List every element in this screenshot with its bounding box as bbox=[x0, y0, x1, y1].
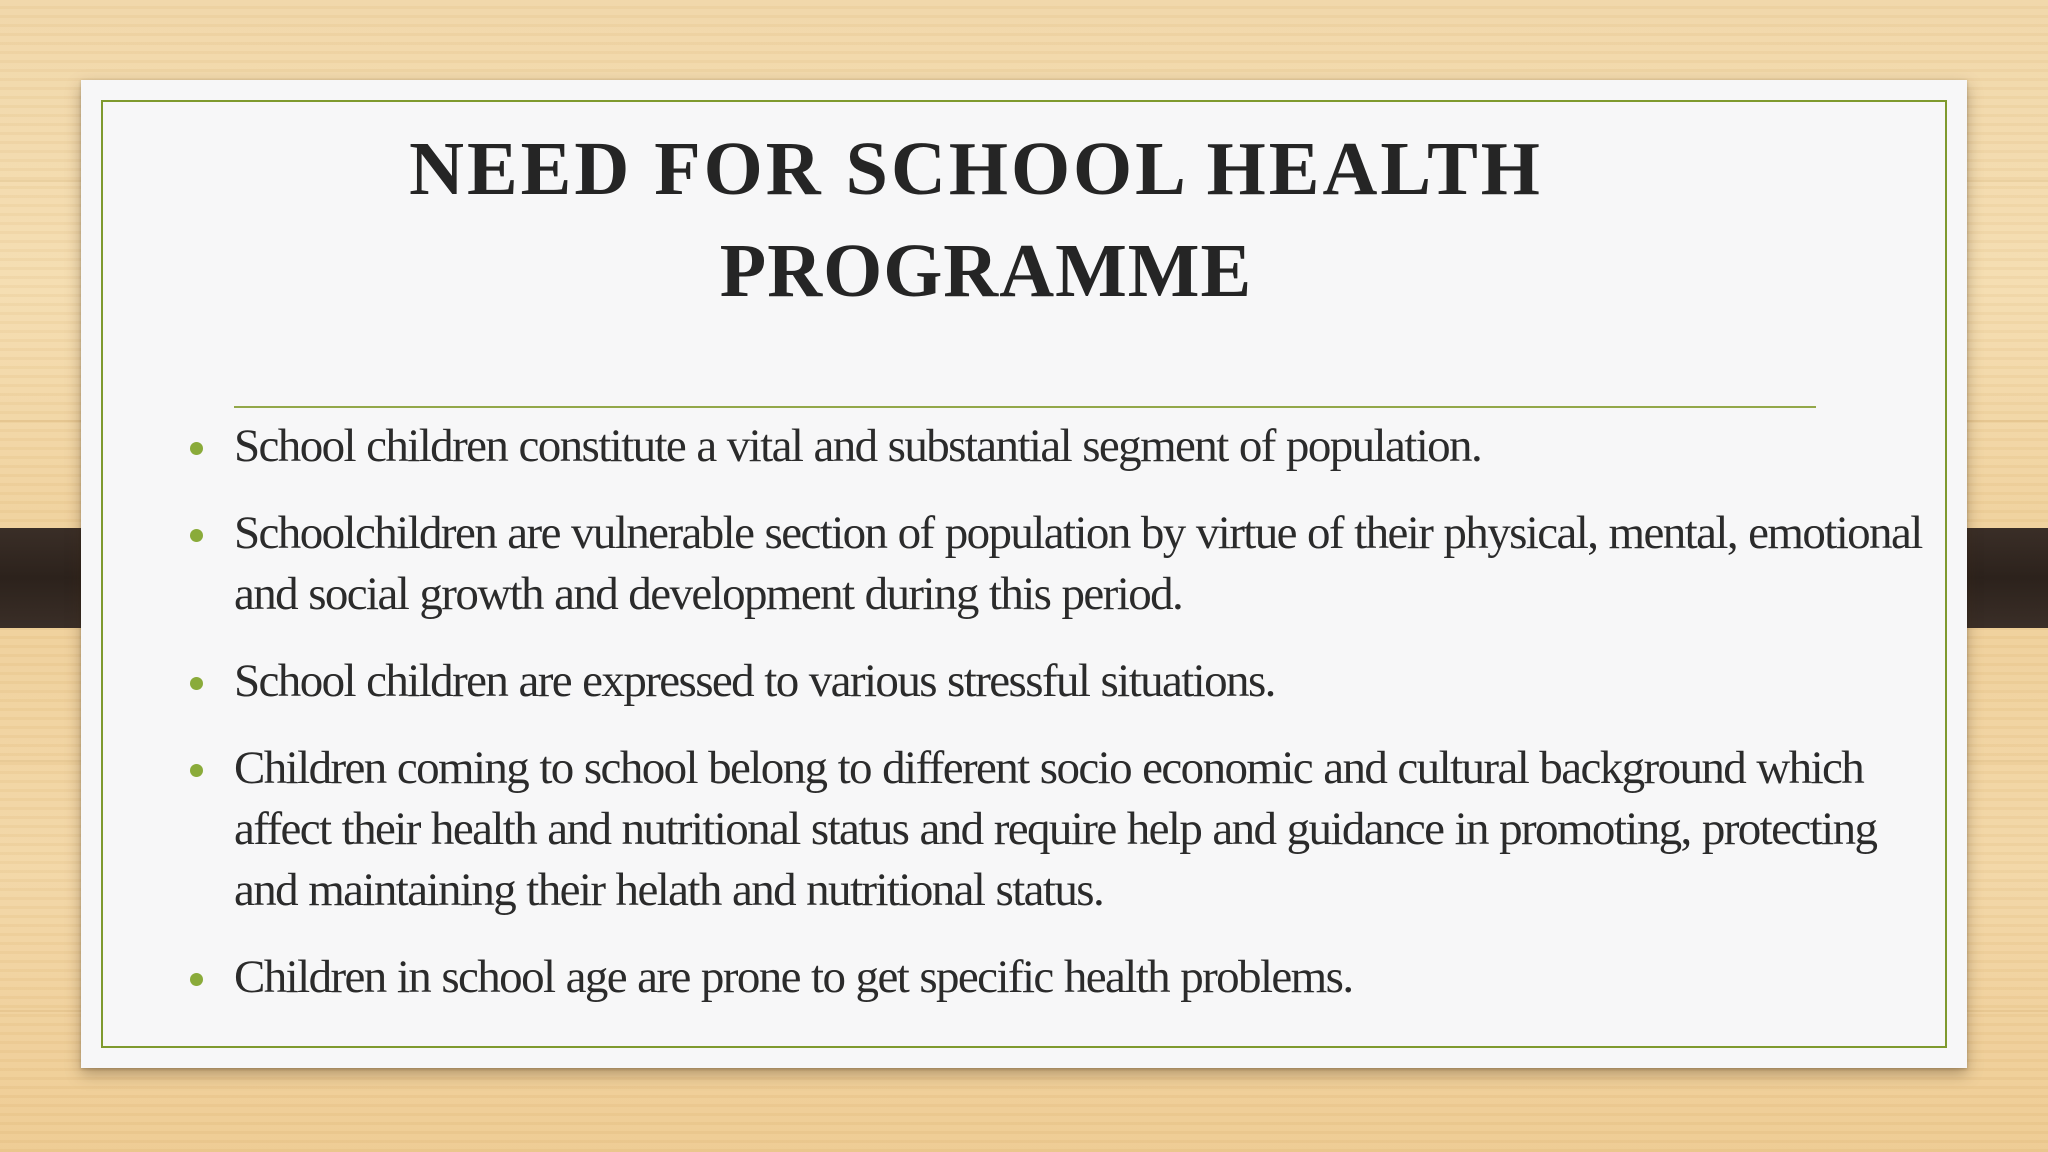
bullet-item bbox=[190, 738, 1950, 921]
bullet-item bbox=[190, 503, 1950, 625]
bullet-dot-icon bbox=[190, 529, 203, 542]
bullet-item bbox=[190, 416, 1950, 477]
title-line-2: PROGRAMME bbox=[719, 229, 1253, 313]
bullet-text: Children in school age are prone to get specific health problems. bbox=[234, 951, 1353, 1003]
bullet-dot-icon bbox=[190, 442, 203, 455]
bullet-text: School children constitute a vital and substantial segment of population. bbox=[234, 420, 1482, 472]
slide-title bbox=[361, 118, 1591, 322]
bullet-item bbox=[190, 651, 1950, 712]
title-line-1: NEED FOR SCHOOL HEALTH bbox=[409, 127, 1543, 211]
bullet-item bbox=[190, 947, 1950, 1008]
bullet-dot-icon bbox=[190, 764, 203, 777]
title-divider bbox=[234, 406, 1816, 408]
bullet-list bbox=[190, 416, 1950, 1034]
bullet-text: School children are expressed to various stressful situations. bbox=[234, 655, 1275, 707]
bullet-dot-icon bbox=[190, 677, 203, 690]
bullet-text: Schoolchildren are vulnerable section of population by virtue of their physical, mental, emotional and social growth and development during this period. bbox=[234, 507, 1922, 620]
bullet-text: Children coming to school belong to different socio economic and cultural background which affect their health and nutritional status and require help and guidance in promoting, protecting and maintaining their helath and nutritional status. bbox=[234, 742, 1877, 916]
slide-card bbox=[81, 80, 1967, 1068]
bullet-dot-icon bbox=[190, 973, 203, 986]
